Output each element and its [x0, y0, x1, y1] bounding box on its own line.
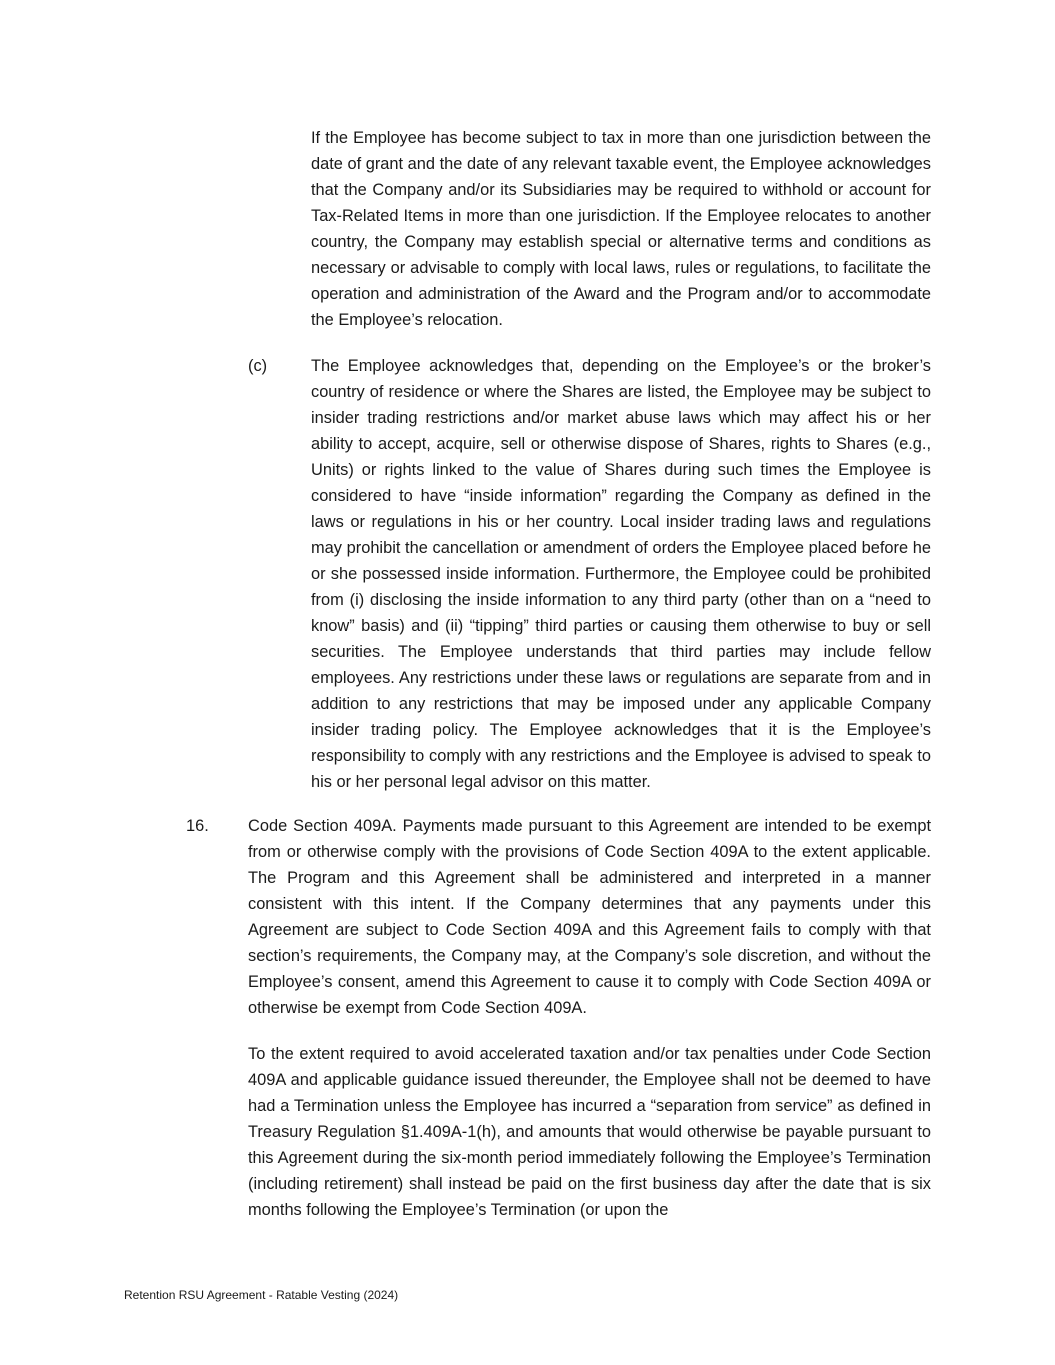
paragraph-separation-from-service: To the extent required to avoid accelerated taxation and/or tax penalties under Code Section 409A and applicable guidance issued thereunder, the Employee shall not be deemed to have had a Termination unless the Employee has incurred a “separation from service” as defined in Treasury Regulation §1.409A-1(h), and amounts that would otherwise be payable pursuant to this Agreement during the six-month period immediately following the Employee’s Termination (including retirement) shall instead be paid on the first business day after the date that is six months following the Employee’s Termination (or upon the — [248, 1045, 931, 1219]
item-c-label: (c) — [248, 357, 268, 375]
page-footer: Retention RSU Agreement - Ratable Vesting (2024) — [124, 1288, 399, 1302]
paragraph-tax-jurisdiction: If the Employee has become subject to tax in more than one jurisdiction between the date of grant and the date of any relevant taxable event, the Employee acknowledges that the Company and/or its Subsidiaries may be required to withhold or account for Tax-Related Items in more than one jurisdiction. If the Employee relocates to another country, the Company may establish special or alternative terms and conditions as necessary or advisable to comply with local laws, rules or regulations, to facilitate the operation and administration of the Award and the Program and/or to accommodate the Employee’s relocation. — [311, 129, 931, 329]
paragraph-code-section-409a: Code Section 409A. Payments made pursuant to this Agreement are intended to be exempt from or otherwise comply with the provisions of Code Section 409A to the extent applicable. The Program and this Agreement shall be administered and interpreted in a manner consistent with this intent. If the Company determines that any payments under this Agreement are subject to Code Section 409A and this Agreement fails to comply with that section’s requirements, the Company may, at the Company’s sole discretion, and without the Employee’s consent, amend this Agreement to cause it to comply with Code Section 409A or otherwise be exempt from Code Section 409A. — [248, 817, 931, 1017]
paragraph-insider-trading: The Employee acknowledges that, depending on the Employee’s or the broker’s country of residence or where the Shares are listed, the Employee may be subject to insider trading restrictions and/or market abuse laws which may affect his or her ability to accept, acquire, sell or otherwise dispose of Shares, rights to Shares (e.g., Units) or rights linked to the value of Shares during such times the Employee is considered to have “inside information” regarding the Company as defined in the laws or regulations in his or her country. Local insider trading laws and regulations may prohibit the cancellation or amendment of orders the Employee placed before he or she possessed inside information. Furthermore, the Employee could be prohibited from (i) disclosing the inside information to any third party (other than on a “need to know” basis) and (ii) “tipping” third parties or causing them otherwise to buy or sell securities. The Employee understands that third parties may include fellow employees. Any restrictions under these laws or regulations are separate from and in addition to any restrictions that may be imposed under any applicable Company insider trading policy. The Employee acknowledges that it is the Employee’s responsibility to comply with any restrictions and the Employee is advised to speak to his or her personal legal advisor on this matter. — [311, 357, 931, 791]
section-16-number: 16. — [186, 817, 209, 835]
